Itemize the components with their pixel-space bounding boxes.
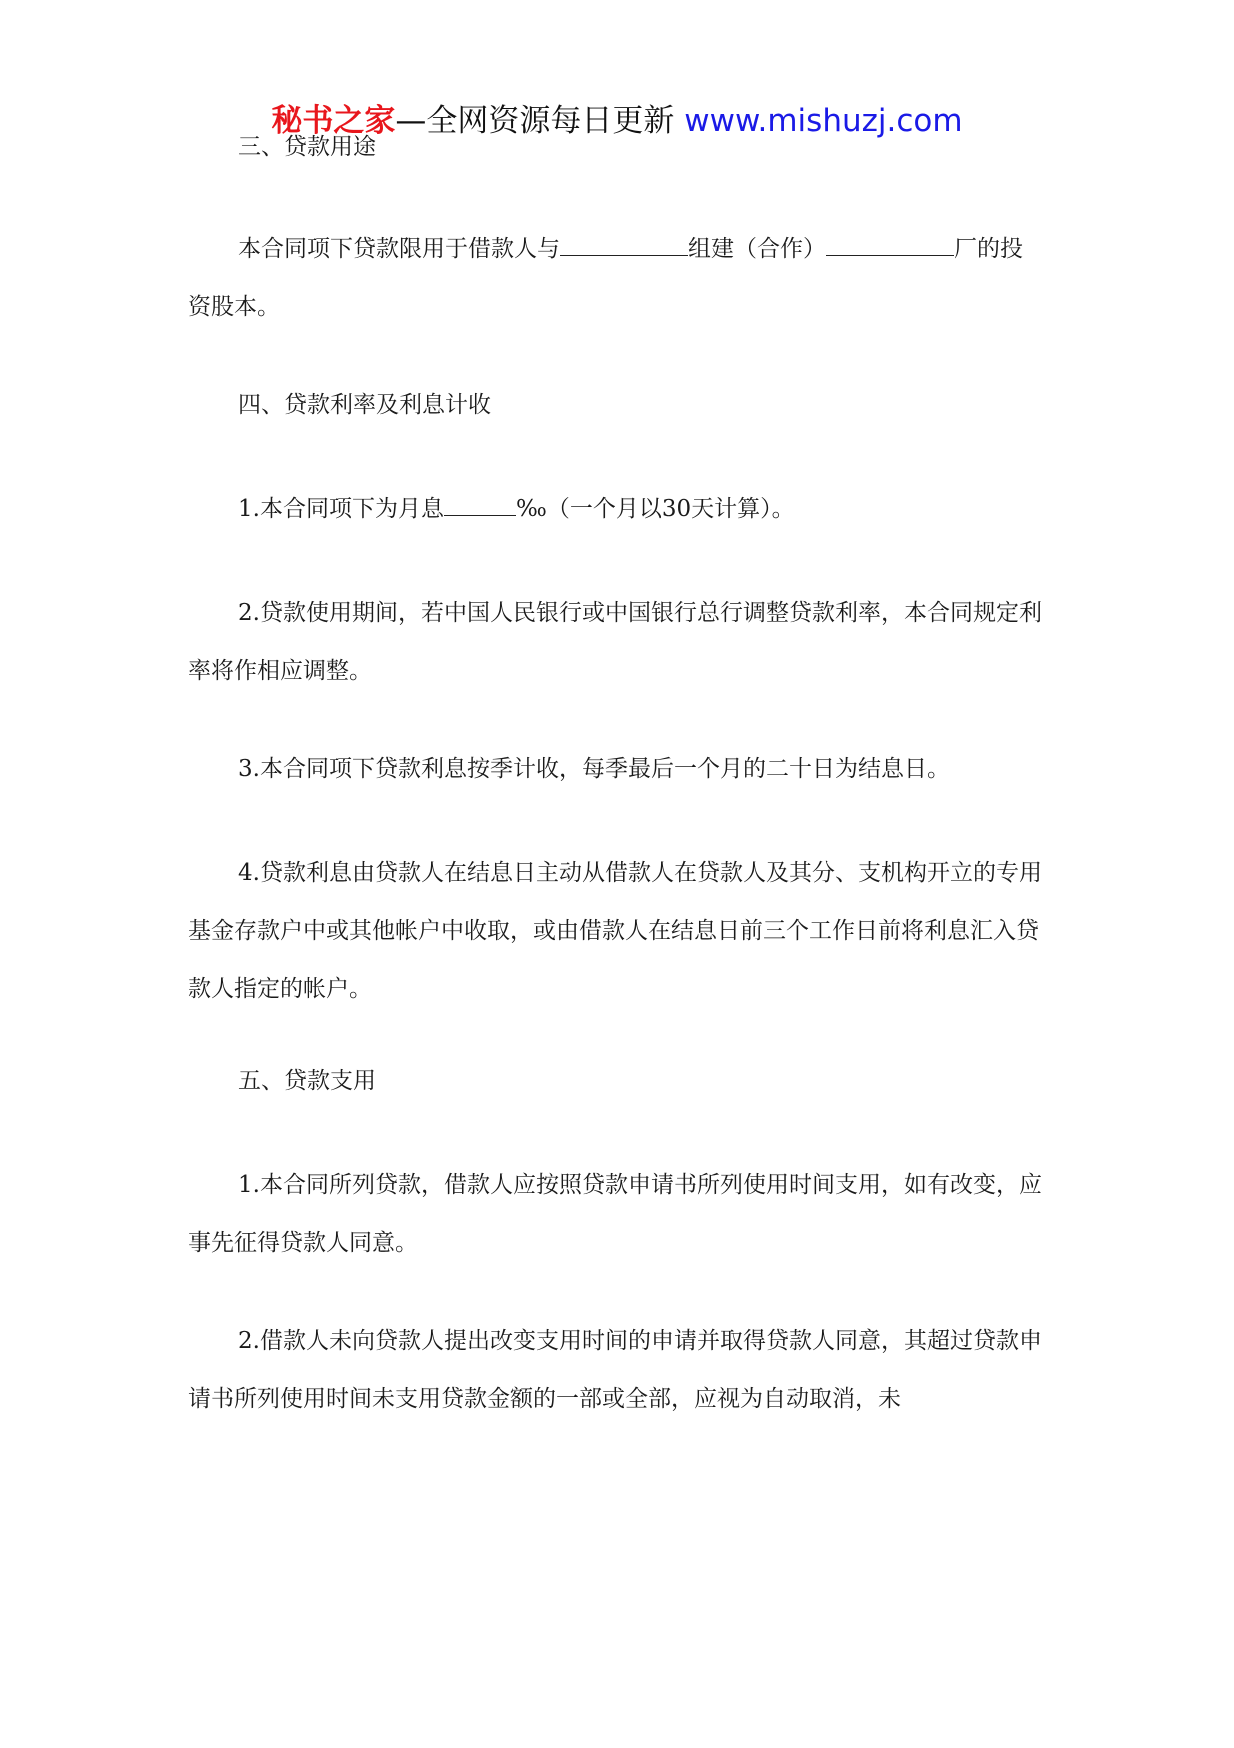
blank-monthly-rate-field bbox=[444, 514, 516, 516]
interest-item-1-text-1: 1.本合同项下为月息 bbox=[238, 496, 444, 522]
interest-item-3: 3.本合同项下贷款利息按季计收，每季最后一个月的二十日为结息日。 bbox=[238, 756, 950, 782]
interest-item-2: 2.贷款使用期间，若中国人民银行或中国银行总行调整贷款利率，本合同规定利率将作相应调整。 bbox=[188, 600, 1042, 684]
loan-purpose-text-1: 本合同项下贷款限用于借款人与 bbox=[238, 236, 560, 262]
header-tagline: —全网资源每日更新 bbox=[395, 103, 675, 139]
section-heading-loan-purpose: 三、贷款用途 bbox=[238, 134, 376, 160]
brand-name: 秘书之家 bbox=[271, 103, 396, 139]
disbursement-item-2: 2.借款人未向贷款人提出改变支用时间的申请并取得贷款人同意，其超过贷款申请书所列使用时间未支用贷款金额的一部或全部，应视为自动取消，未 bbox=[188, 1328, 1042, 1412]
loan-purpose-paragraph bbox=[188, 220, 1044, 336]
loan-purpose-text-2: 组建（合作） bbox=[688, 236, 826, 262]
blank-partner-field bbox=[560, 254, 688, 256]
disbursement-item-1: 1.本合同所列贷款，借款人应按照贷款申请书所列使用时间支用，如有改变，应事先征得贷款人同意。 bbox=[188, 1172, 1042, 1256]
section-heading-interest: 四、贷款利率及利息计收 bbox=[238, 392, 491, 418]
interest-item-4: 4.贷款利息由贷款人在结息日主动从借款人在贷款人及其分、支机构开立的专用基金存款户中或其他帐户中收取，或由借款人在结息日前三个工作日前将利息汇入贷款人指定的帐户。 bbox=[188, 860, 1042, 1002]
interest-item-1-text-2: ‰（一个月以30天计算）。 bbox=[515, 496, 795, 522]
interest-item-1 bbox=[188, 480, 1044, 538]
website-url: www.mishuzj.com bbox=[684, 103, 963, 139]
section-heading-disbursement: 五、贷款支用 bbox=[238, 1068, 376, 1094]
blank-factory-field bbox=[826, 254, 954, 256]
loan-purpose-text-3: 厂的投资股本。 bbox=[188, 236, 1023, 320]
